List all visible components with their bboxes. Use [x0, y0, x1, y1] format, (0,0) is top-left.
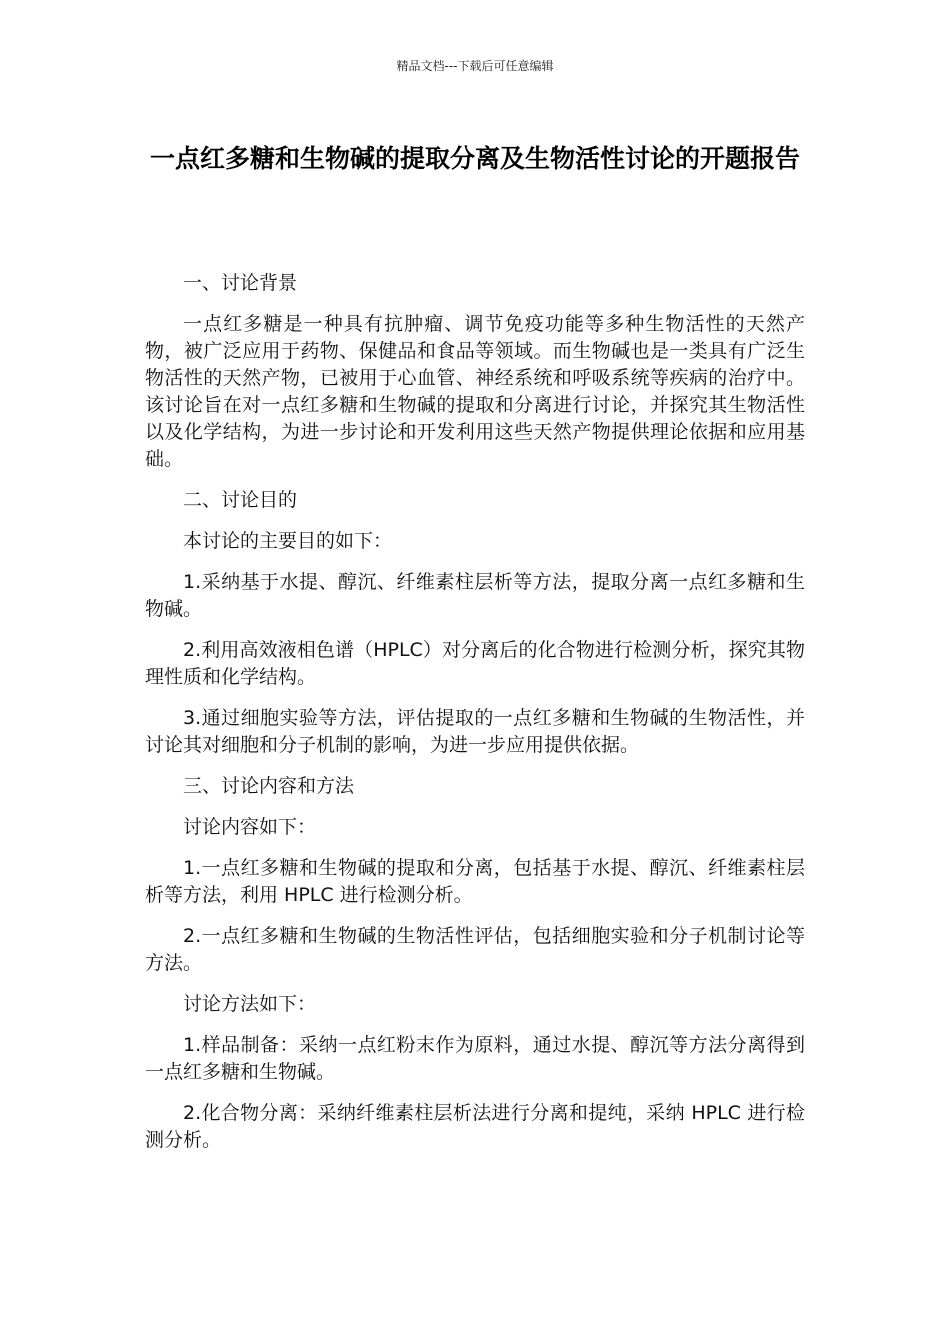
paragraph-purpose-intro: 本讨论的主要目的如下：	[183, 530, 393, 552]
section-heading-purpose: 二、讨论目的	[183, 489, 298, 511]
header-note: 精品文档---下载后可任意编辑	[396, 59, 554, 73]
content-item-2: 2.一点红多糖和生物碱的生物活性评估，包括细胞实验和分子机制讨论等方法。	[145, 925, 805, 974]
purpose-item-1: 1.采纳基于水提、醇沉、纤维素柱层析等方法，提取分离一点红多糖和生物碱。	[145, 571, 805, 620]
paragraph-methods-intro: 讨论方法如下：	[183, 993, 317, 1015]
paragraph-background: 一点红多糖是一种具有抗肿瘤、调节免疫功能等多种生物活性的天然产物，被广泛应用于药物、保健品和食品等领域。而生物碱也是一类具有广泛生物活性的天然产物，已被用于心血管、神经系统和呼吸系统等疾病的治疗中。该讨论旨在对一点红多糖和生物碱的提取和分离进行讨论，并探究其生物活性以及化学结构，为进一步讨论和开发利用这些天然产物提供理论依据和应用基础。	[145, 313, 805, 470]
purpose-item-2: 2.利用高效液相色谱（HPLC）对分离后的化合物进行检测分析，探究其物理性质和化学结构。	[145, 639, 805, 688]
purpose-item-3: 3.通过细胞实验等方法，评估提取的一点红多糖和生物碱的生物活性，并讨论其对细胞和分子机制的影响，为进一步应用提供依据。	[145, 707, 805, 756]
section-heading-background: 一、讨论背景	[183, 272, 298, 294]
method-item-2: 2.化合物分离：采纳纤维素柱层析法进行分离和提纯，采纳 HPLC 进行检测分析。	[145, 1102, 805, 1151]
method-item-1: 1.样品制备：采纳一点红粉末作为原料，通过水提、醇沉等方法分离得到一点红多糖和生物碱。	[145, 1034, 805, 1083]
content-item-1: 1.一点红多糖和生物碱的提取和分离，包括基于水提、醇沉、纤维素柱层析等方法，利用 HPLC 进行检测分析。	[145, 857, 805, 906]
paragraph-content-intro: 讨论内容如下：	[183, 816, 317, 838]
document-title: 一点红多糖和生物碱的提取分离及生物活性讨论的开题报告	[149, 144, 800, 173]
section-heading-content-methods: 三、讨论内容和方法	[183, 775, 355, 797]
document-body	[145, 270, 805, 1168]
